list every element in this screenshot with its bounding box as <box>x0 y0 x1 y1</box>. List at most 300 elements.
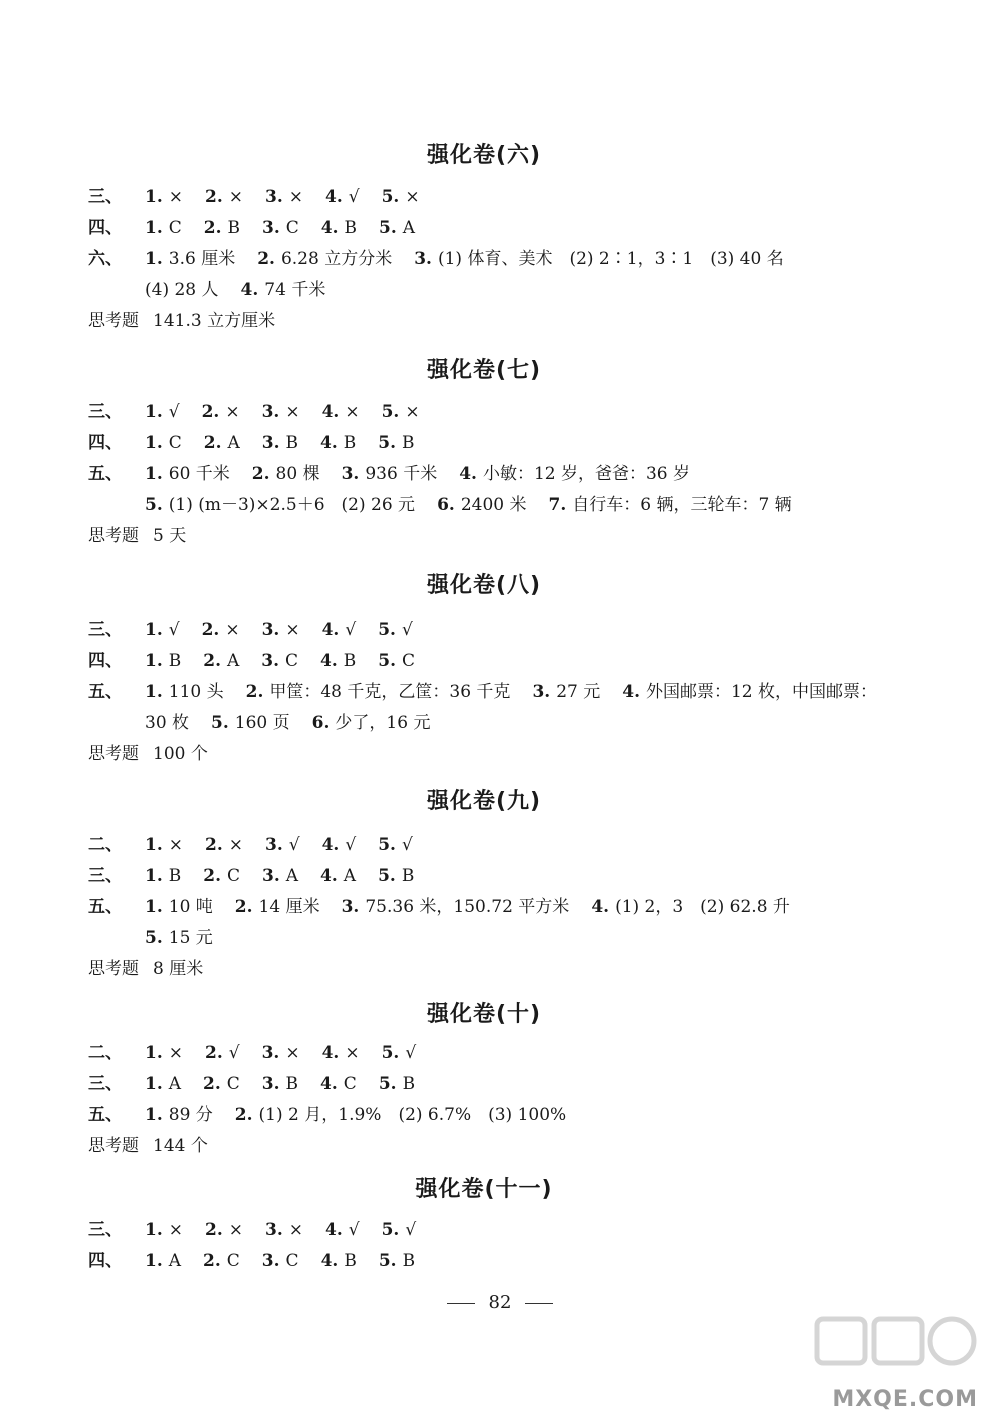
question-number: 5. <box>381 1043 400 1063</box>
question-number: 1. <box>145 218 163 238</box>
answer-text: C <box>285 651 299 671</box>
answer-item <box>153 959 203 979</box>
answer-text: 10 吨 <box>168 897 213 917</box>
question-number: 2. <box>203 651 221 671</box>
question-number: 4. <box>320 1074 338 1094</box>
question-number: 5. <box>145 928 163 948</box>
answer-item <box>262 866 298 886</box>
answer-text: √ <box>168 620 180 640</box>
question-type-label: 五、 <box>88 464 122 484</box>
answer-item <box>145 495 415 515</box>
answer-text: √ <box>405 1220 417 1240</box>
answer-item <box>321 1251 357 1271</box>
question-number: 2. <box>205 187 223 207</box>
answer-item <box>322 620 357 640</box>
answer-item <box>153 1136 208 1156</box>
answer-line <box>88 244 806 274</box>
page-footer <box>0 1292 1000 1313</box>
answer-item <box>205 1043 240 1063</box>
answer-text: C <box>168 433 182 453</box>
question-number: 3. <box>262 218 280 238</box>
answer-text: 80 棵 <box>275 464 320 484</box>
question-number: 3. <box>265 835 283 855</box>
answer-line <box>88 397 442 427</box>
answer-item <box>145 1105 213 1125</box>
answer-text: × <box>168 1220 183 1240</box>
answer-text: B <box>401 866 415 886</box>
question-number: 4. <box>320 866 338 886</box>
question-number: 5. <box>381 402 400 422</box>
answer-text: 936 千米 <box>365 464 438 484</box>
answer-item <box>145 713 189 733</box>
answer-item <box>262 1074 298 1094</box>
question-number: 2. <box>205 1043 223 1063</box>
answer-text: 89 分 <box>168 1105 213 1125</box>
answer-text: × <box>168 835 183 855</box>
answer-line <box>88 182 442 212</box>
question-type-label: 思考题 <box>88 311 139 331</box>
question-number: 2. <box>205 835 223 855</box>
answer-text: C <box>226 1074 240 1094</box>
question-number: 7. <box>548 495 567 515</box>
answer-item <box>591 897 790 917</box>
answer-item <box>414 249 784 269</box>
answer-text: × <box>228 187 243 207</box>
answer-item <box>203 1074 240 1094</box>
answer-text: (4) 28 人 <box>145 280 219 300</box>
answer-item <box>153 744 208 764</box>
answer-text: B <box>227 218 241 238</box>
answer-text: √ <box>168 402 180 422</box>
answer-text: × <box>285 402 300 422</box>
answer-item <box>241 280 326 300</box>
answer-item <box>262 402 300 422</box>
answer-text: (1) 2，3 (2) 62.8 升 <box>615 897 790 917</box>
answer-text: 少了，16 元 <box>335 713 431 733</box>
page-number: 82 <box>488 1292 512 1313</box>
answer-text: C <box>226 1251 240 1271</box>
answer-item <box>378 651 415 671</box>
question-number: 1. <box>145 433 163 453</box>
answer-item <box>262 1251 299 1271</box>
answer-item <box>145 866 181 886</box>
question-number: 1. <box>145 651 163 671</box>
answer-item <box>205 835 243 855</box>
question-number: 2. <box>203 218 222 238</box>
question-number: 2. <box>203 866 221 886</box>
question-number: 4. <box>325 187 343 207</box>
question-number: 3. <box>341 464 360 484</box>
answer-item <box>145 897 213 917</box>
question-type-label: 三、 <box>88 620 122 640</box>
question-number: 2. <box>203 1074 221 1094</box>
answer-text: C <box>285 218 299 238</box>
question-number: 3. <box>261 620 280 640</box>
answer-item <box>145 402 180 422</box>
question-number: 1. <box>145 897 163 917</box>
answer-item <box>382 1043 417 1063</box>
answer-line <box>88 892 812 922</box>
answer-item <box>145 682 224 702</box>
answer-text: 14 厘米 <box>258 897 320 917</box>
answer-item <box>252 464 320 484</box>
answer-item <box>145 433 182 453</box>
question-number: 4. <box>459 464 477 484</box>
answer-item <box>145 620 180 640</box>
answer-item <box>325 1220 360 1240</box>
answer-text: × <box>345 402 360 422</box>
answer-text: A <box>343 866 357 886</box>
question-number: 6. <box>437 495 455 515</box>
question-number: 3. <box>532 682 551 702</box>
answer-text: × <box>285 1043 300 1063</box>
answer-text: A <box>168 1074 182 1094</box>
answer-item <box>379 1074 415 1094</box>
question-number: 1. <box>145 866 163 886</box>
answer-item <box>322 402 360 422</box>
answer-line <box>88 1038 438 1068</box>
question-number: 5. <box>378 866 396 886</box>
answer-text: B <box>168 651 182 671</box>
answer-item <box>322 835 357 855</box>
answer-item <box>145 464 230 484</box>
question-type-label: 六、 <box>88 249 122 269</box>
question-number: 3. <box>414 249 432 269</box>
answer-item <box>145 1043 183 1063</box>
answer-text: 27 元 <box>556 682 601 702</box>
question-number: 2. <box>201 402 220 422</box>
question-number: 5. <box>378 651 397 671</box>
question-number: 1. <box>145 1074 163 1094</box>
question-number: 4. <box>325 1220 343 1240</box>
answer-line <box>88 1131 230 1161</box>
answer-text: 5 天 <box>153 526 187 546</box>
answer-text: 外国邮票：12 枚，中国邮票： <box>645 682 878 702</box>
question-number: 2. <box>257 249 275 269</box>
answer-text: 小敏：12 岁，爸爸：36 岁 <box>482 464 691 484</box>
answer-item <box>532 682 600 702</box>
answer-text: × <box>288 187 303 207</box>
question-number: 4. <box>321 402 340 422</box>
answer-text: B <box>402 433 415 453</box>
answer-item <box>261 651 298 671</box>
answer-text: B <box>168 866 182 886</box>
answer-line <box>88 1100 588 1130</box>
answer-item <box>378 835 413 855</box>
answer-text: 自行车：6 辆，三轮车：7 辆 <box>572 495 792 515</box>
answer-item <box>203 866 240 886</box>
answer-text: √ <box>348 1220 360 1240</box>
answer-text: √ <box>348 187 360 207</box>
answer-item <box>320 651 356 671</box>
answer-text: A <box>402 218 416 238</box>
answer-text: 6.28 立方分米 <box>280 249 393 269</box>
answer-item <box>145 928 213 948</box>
question-type-label: 三、 <box>88 1074 122 1094</box>
answer-item <box>204 433 240 453</box>
answer-line <box>88 615 435 645</box>
question-number: 3. <box>265 1220 283 1240</box>
answer-line <box>145 275 347 305</box>
answer-item <box>145 651 181 671</box>
answer-item <box>262 1043 300 1063</box>
answer-text: × <box>345 1043 360 1063</box>
answer-item <box>379 218 415 238</box>
answer-item <box>145 249 235 269</box>
question-type-label: 四、 <box>88 651 122 671</box>
answer-item <box>145 187 183 207</box>
answer-item <box>246 682 511 702</box>
answer-item <box>235 897 320 917</box>
question-number: 1. <box>145 1105 163 1125</box>
question-number: 1. <box>145 1043 163 1063</box>
question-number: 2. <box>203 1251 221 1271</box>
question-type-label: 三、 <box>88 402 122 422</box>
answer-text: 74 千米 <box>264 280 326 300</box>
answer-text: √ <box>228 1043 240 1063</box>
question-type-label: 四、 <box>88 1251 122 1271</box>
answer-item <box>325 187 360 207</box>
answer-item <box>378 433 414 453</box>
answer-item <box>203 1251 240 1271</box>
section-title: 强化卷(八) <box>426 573 542 598</box>
answer-item <box>378 620 413 640</box>
answer-item <box>378 866 414 886</box>
answer-line <box>88 646 437 676</box>
question-number: 4. <box>321 1043 340 1063</box>
question-type-label: 思考题 <box>88 1136 139 1156</box>
answer-item <box>382 187 420 207</box>
answer-item <box>320 866 356 886</box>
question-number: 1. <box>145 402 163 422</box>
answer-item <box>265 835 300 855</box>
answer-text: A <box>227 433 240 453</box>
answer-text: B <box>285 433 299 453</box>
answer-item <box>145 280 219 300</box>
answer-text: × <box>405 187 420 207</box>
answer-line <box>88 306 297 336</box>
answer-item <box>257 249 392 269</box>
answer-item <box>548 495 791 515</box>
answer-text: √ <box>401 620 413 640</box>
answer-item <box>321 218 357 238</box>
answer-line <box>88 739 230 769</box>
answer-text: A <box>285 866 299 886</box>
question-number: 1. <box>145 620 163 640</box>
answer-item <box>459 464 690 484</box>
answer-line <box>145 490 814 520</box>
question-number: 1. <box>145 249 163 269</box>
question-type-label: 思考题 <box>88 526 139 546</box>
answer-text: × <box>225 620 240 640</box>
answer-text: 141.3 立方厘米 <box>153 311 276 331</box>
question-type-label: 五、 <box>88 682 122 702</box>
answer-text: A <box>168 1251 182 1271</box>
answer-item <box>320 1074 357 1094</box>
answer-text: × <box>285 620 300 640</box>
answer-item <box>265 187 303 207</box>
answer-item <box>153 526 186 546</box>
section-title: 强化卷(十) <box>426 1002 542 1027</box>
question-number: 4. <box>321 620 340 640</box>
question-number: 3. <box>265 187 283 207</box>
question-number: 2. <box>201 620 220 640</box>
answer-item <box>342 897 570 917</box>
answer-line <box>88 213 437 243</box>
question-number: 4. <box>240 280 259 300</box>
answer-text: √ <box>405 1043 417 1063</box>
question-type-label: 五、 <box>88 897 122 917</box>
question-type-label: 四、 <box>88 218 122 238</box>
answer-text: 160 页 <box>234 713 290 733</box>
question-number: 1. <box>145 464 163 484</box>
answer-line <box>88 954 225 984</box>
question-number: 2. <box>245 682 264 702</box>
answer-item <box>145 835 183 855</box>
answer-item <box>262 620 300 640</box>
footer-dash-right <box>525 1303 553 1304</box>
section-title: 强化卷(七) <box>426 358 542 383</box>
question-number: 4. <box>321 835 340 855</box>
answer-text: × <box>405 402 420 422</box>
question-number: 2. <box>205 1220 223 1240</box>
question-number: 5. <box>378 433 397 453</box>
question-type-label: 三、 <box>88 187 122 207</box>
answer-line <box>88 677 899 707</box>
question-number: 3. <box>261 433 280 453</box>
answer-text: 110 头 <box>168 682 224 702</box>
answer-text: B <box>343 651 357 671</box>
question-number: 5. <box>211 713 229 733</box>
question-number: 4. <box>320 1251 339 1271</box>
answer-line <box>88 521 208 551</box>
question-number: 2. <box>234 1105 253 1125</box>
answer-text: B <box>402 1251 416 1271</box>
answer-text: × <box>168 187 183 207</box>
answer-text: 甲筐：48 千克，乙筐：36 千克 <box>269 682 511 702</box>
question-number: 3. <box>261 1043 280 1063</box>
answer-text: √ <box>345 835 357 855</box>
answer-text: √ <box>401 835 413 855</box>
question-number: 5. <box>378 1074 397 1094</box>
question-number: 5. <box>381 187 400 207</box>
answer-text: × <box>288 1220 303 1240</box>
answer-item <box>202 620 240 640</box>
question-number: 3. <box>261 402 280 422</box>
answer-text: C <box>343 1074 357 1094</box>
answer-item <box>205 187 243 207</box>
answer-text: 30 枚 <box>145 713 190 733</box>
answer-item <box>437 495 526 515</box>
question-type-label: 思考题 <box>88 959 139 979</box>
answer-text: (1) (m－3)×2.5＋6 (2) 26 元 <box>168 495 416 515</box>
question-number: 1. <box>145 187 163 207</box>
answer-text: (1) 2 月，1.9% (2) 6.7% (3) 100% <box>258 1105 567 1125</box>
question-number: 5. <box>378 1251 397 1271</box>
question-type-label: 三、 <box>88 1220 122 1240</box>
section-title: 强化卷(六) <box>426 143 542 168</box>
answer-text: 2400 米 <box>460 495 527 515</box>
question-number: 1. <box>145 1220 163 1240</box>
question-type-label: 二、 <box>88 1043 122 1063</box>
question-number: 2. <box>203 433 222 453</box>
answer-item <box>320 433 356 453</box>
question-number: 5. <box>378 620 396 640</box>
question-type-label: 思考题 <box>88 744 139 764</box>
answer-item <box>312 713 431 733</box>
answer-item <box>204 218 240 238</box>
answer-text: B <box>402 1074 416 1094</box>
answer-item <box>379 1251 415 1271</box>
answer-text: C <box>168 218 182 238</box>
answer-item <box>153 311 275 331</box>
answer-text: × <box>228 835 243 855</box>
answer-line <box>88 861 436 891</box>
answer-text: 100 个 <box>153 744 208 764</box>
answer-text: B <box>344 1251 357 1271</box>
question-number: 1. <box>145 682 163 702</box>
question-number: 3. <box>261 1074 280 1094</box>
answer-item <box>202 402 240 422</box>
answer-text: 60 千米 <box>168 464 230 484</box>
question-number: 2. <box>251 464 270 484</box>
answer-line <box>88 428 437 458</box>
answer-item <box>145 1251 181 1271</box>
answer-text: C <box>285 1251 299 1271</box>
answer-line <box>88 459 712 489</box>
answer-text: 15 元 <box>168 928 213 948</box>
question-number: 6. <box>311 713 330 733</box>
question-number: 4. <box>320 218 339 238</box>
question-number: 3. <box>262 866 280 886</box>
question-number: 4. <box>622 682 640 702</box>
answer-text: A <box>227 651 240 671</box>
watermark-text: MXQE.COM <box>832 1387 978 1412</box>
question-type-label: 五、 <box>88 1105 122 1125</box>
answer-item <box>382 1220 417 1240</box>
question-type-label: 三、 <box>88 866 122 886</box>
footer-dash-left <box>447 1303 475 1304</box>
answer-line <box>88 1246 437 1276</box>
question-type-label: 二、 <box>88 835 122 855</box>
question-number: 5. <box>378 835 396 855</box>
answer-text: × <box>228 1220 243 1240</box>
question-number: 5. <box>381 1220 400 1240</box>
question-number: 3. <box>261 651 280 671</box>
answer-item <box>262 218 299 238</box>
answer-text: × <box>225 402 240 422</box>
question-number: 2. <box>234 897 253 917</box>
answer-line <box>145 708 452 738</box>
question-number: 5. <box>145 495 163 515</box>
answer-item <box>342 464 438 484</box>
answer-item <box>145 1074 181 1094</box>
answer-item <box>205 1220 243 1240</box>
question-type-label: 四、 <box>88 433 122 453</box>
answer-text: 3.6 厘米 <box>168 249 236 269</box>
question-number: 3. <box>341 897 360 917</box>
answer-text: B <box>285 1074 299 1094</box>
answer-text: √ <box>345 620 357 640</box>
answer-item <box>622 682 877 702</box>
answer-text: 75.36 米，150.72 平方米 <box>365 897 570 917</box>
answer-item <box>145 218 182 238</box>
question-number: 4. <box>591 897 610 917</box>
question-number: 4. <box>320 651 338 671</box>
answer-item <box>262 433 298 453</box>
question-number: 3. <box>261 1251 280 1271</box>
answer-line <box>88 1069 437 1099</box>
